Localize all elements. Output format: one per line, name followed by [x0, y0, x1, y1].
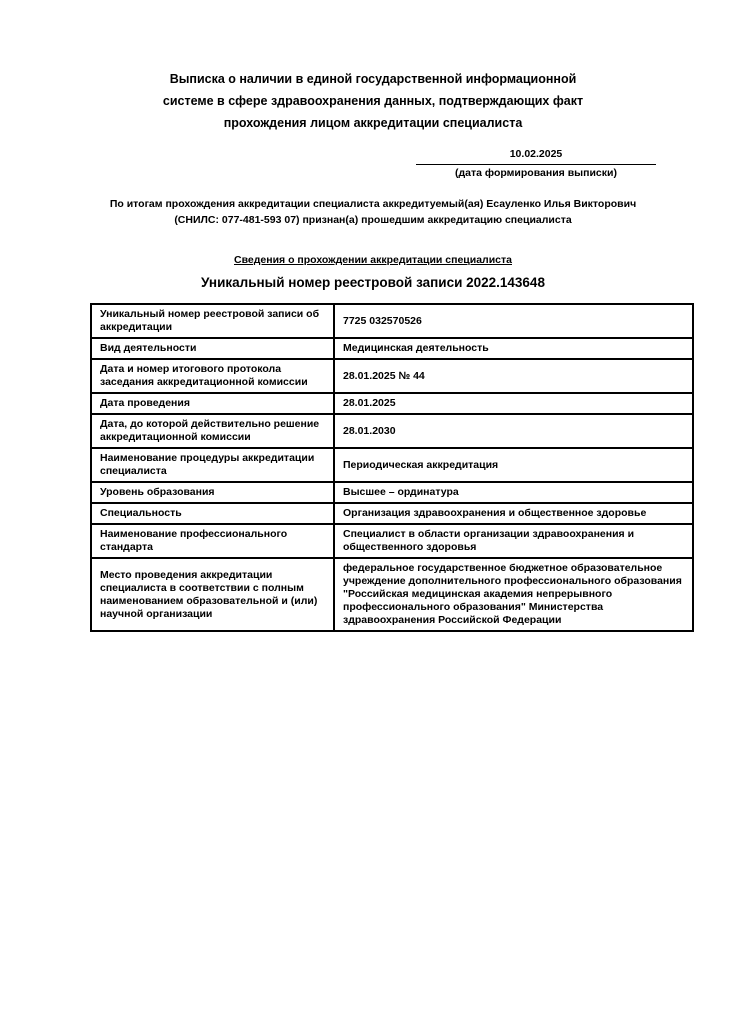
row-value: Высшее – ординатура: [334, 482, 693, 503]
row-label: Место проведения аккредитации специалиста в соответствии с полным наименованием образовательной и (или) научной организации: [91, 558, 334, 631]
extract-date-caption: (дата формирования выписки): [455, 167, 617, 179]
table-row: [91, 503, 693, 524]
row-value: 28.01.2025: [334, 393, 693, 414]
row-value: 28.01.2030: [334, 414, 693, 448]
document-title: [90, 68, 656, 134]
table-row: [91, 524, 693, 558]
table-row: [91, 338, 693, 359]
table-row: [91, 558, 693, 631]
row-label: Наименование процедуры аккредитации специалиста: [91, 448, 334, 482]
row-value: Специалист в области организации здравоохранения и общественного здоровья: [334, 524, 693, 558]
row-value: 7725 032570526: [334, 304, 693, 338]
row-label: Вид деятельности: [91, 338, 334, 359]
row-label: Дата проведения: [91, 393, 334, 414]
row-value: Периодическая аккредитация: [334, 448, 693, 482]
table-row: [91, 304, 693, 338]
row-label: Уровень образования: [91, 482, 334, 503]
row-label: Дата и номер итогового протокола заседания аккредитационной комиссии: [91, 359, 334, 393]
document-title-line: прохождения лицом аккредитации специалиста: [223, 116, 523, 130]
table-row: [91, 393, 693, 414]
row-label: Уникальный номер реестровой записи об аккредитации: [91, 304, 334, 338]
row-value: Медицинская деятельность: [334, 338, 693, 359]
row-value: Организация здравоохранения и общественное здоровье: [334, 503, 693, 524]
document-title-line: Выписка о наличии в единой государственной информационной: [169, 72, 577, 86]
row-label: Дата, до которой действительно решение аккредитационной комиссии: [91, 414, 334, 448]
section-heading: Сведения о прохождении аккредитации специалиста: [234, 254, 512, 266]
table-row: [91, 482, 693, 503]
registry-number-heading: Уникальный номер реестровой записи 2022.143648: [201, 275, 545, 290]
accreditation-table: [90, 303, 694, 632]
row-label: Наименование профессионального стандарта: [91, 524, 334, 558]
row-value: 28.01.2025 № 44: [334, 359, 693, 393]
extract-date-value: 10.02.2025: [416, 148, 656, 165]
extract-date-block: [416, 148, 656, 180]
document-title-line: системе в сфере здравоохранения данных, подтверждающих факт: [162, 94, 584, 108]
table-row: [91, 448, 693, 482]
row-value: федеральное государственное бюджетное образовательное учреждение дополнительного профессионального образования "Российская медицинская академия непрерывного профессионального образования" Министерства здравоохранения Российской Федерации: [334, 558, 693, 631]
row-label: Специальность: [91, 503, 334, 524]
table-row: [91, 414, 693, 448]
table-row: [91, 359, 693, 393]
intro-paragraph: По итогам прохождения аккредитации специалиста аккредитуемый(ая) Есауленко Илья Викторович (СНИЛС: 077-481-593 07) признан(а) прошедшим аккредитацию специалиста: [109, 198, 637, 226]
